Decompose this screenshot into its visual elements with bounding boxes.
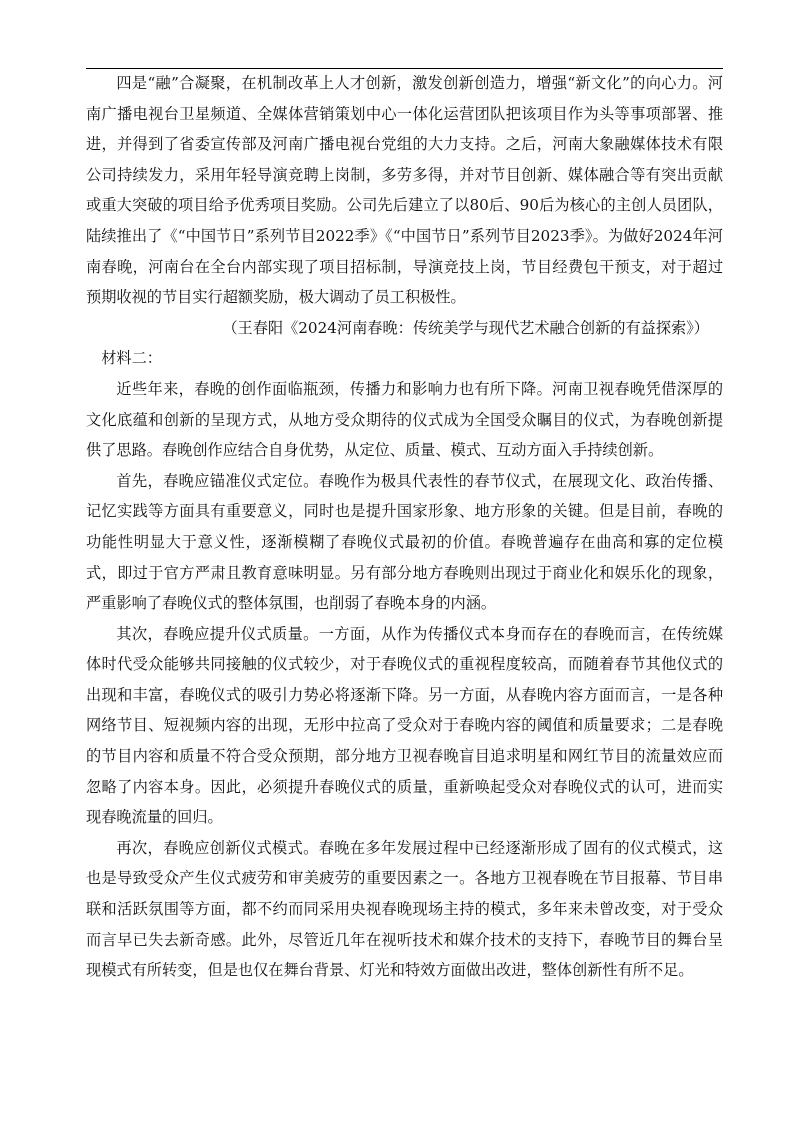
paragraph-intro: 近些年来，春晚的创作面临瓶颈，传播力和影响力也有所下降。河南卫视春晚凭借深厚的文化底蕴和创新的呈现方式，从地方受众期待的仪式成为全国受众瞩目的仪式，为春晚创新提供了思路。春晚创作应结合自身优势，从定位、质量、模式、互动方面入手持续创新。 <box>86 379 723 460</box>
material-two-label: 材料二： <box>101 349 162 368</box>
source-citation: （王春阳《2024河南春晚：传统美学与现代艺术融合创新的有益探索》） <box>222 318 709 337</box>
paragraph-quality: 其次，春晚应提升仪式质量。一方面，从作为传播仪式本身而存在的春晚而言，在传统媒体时代受众能够共同接触的仪式较少，对于春晚仪式的重视程度较高，而随着春节其他仪式的出现和丰富，春晚仪式的吸引力势必将逐渐下降。另一方面，从春晚内容方面而言，一是各种网络节目、短视频内容的出现，无形中拉高了受众对于春晚内容的阈值和质量要求；二是春晚的节目内容和质量不符合受众预期，部分地方卫视春晚盲目追求明星和网红节目的流量效应而忽略了内容本身。因此，必须提升春晚仪式的质量，重新唤起受众对春晚仪式的认可，进而实现春晚流量的回归。 <box>86 624 723 827</box>
paragraph-positioning: 首先，春晚应锚准仪式定位。春晚作为极具代表性的春节仪式，在展现文化、政治传播、记忆实践等方面具有重要意义，同时也是提升国家形象、地方形象的关键。但是目前，春晚的功能性明显大于意义性，逐渐模糊了春晚仪式最初的价值。春晚普遍存在曲高和寡的定位模式，即过于官方严肃且教育意味明显。另有部分地方春晚则出现过于商业化和娱乐化的现象，严重影响了春晚仪式的整体氛围，也削弱了春晚本身的内涵。 <box>86 471 723 613</box>
document-page <box>86 68 723 986</box>
paragraph-mode: 再次，春晚应创新仪式模式。春晚在多年发展过程中已经逐渐形成了固有的仪式模式，这也是导致受众产生仪式疲劳和审美疲劳的重要因素之一。各地方卫视春晚在节目报幕、节目串联和活跃氛围等方面，都不约而同采用央视春晚现场主持的模式，多年来未曾改变，对于受众而言早已失去新奇感。此外，尽管近几年在视听技术和媒介技术的支持下，春晚节目的舞台呈现模式有所转变，但是也仅在舞台背景、灯光和特效方面做出改进，整体创新性有所不足。 <box>86 838 723 980</box>
paragraph-innovation-mechanism: 四是“融”合凝聚，在机制改革上人才创新，激发创新创造力，增强“新文化”的向心力。河南广播电视台卫星频道、全媒体营销策划中心一体化运营团队把该项目作为头等事项部署、推进，并得到了省委宣传部及河南广播电视台党组的大力支持。之后，河南大象融媒体技术有限公司持续发力，采用年轻导演竞聘上岗制，多劳多得，并对节目创新、媒体融合等有突出贡献或重大突破的项目给予优秀项目奖励。公司先后建立了以80后、90后为核心的主创人员团队，陆续推出了《“中国节日”系列节目2022季》《“中国节日”系列节目2023季》。为做好2024年河南春晚，河南台在全台内部实现了项目招标制，导演竞技上岗，节目经费包干预支，对于超过预期收视的节目实行超额奖励，极大调动了员工积极性。 <box>86 74 723 307</box>
